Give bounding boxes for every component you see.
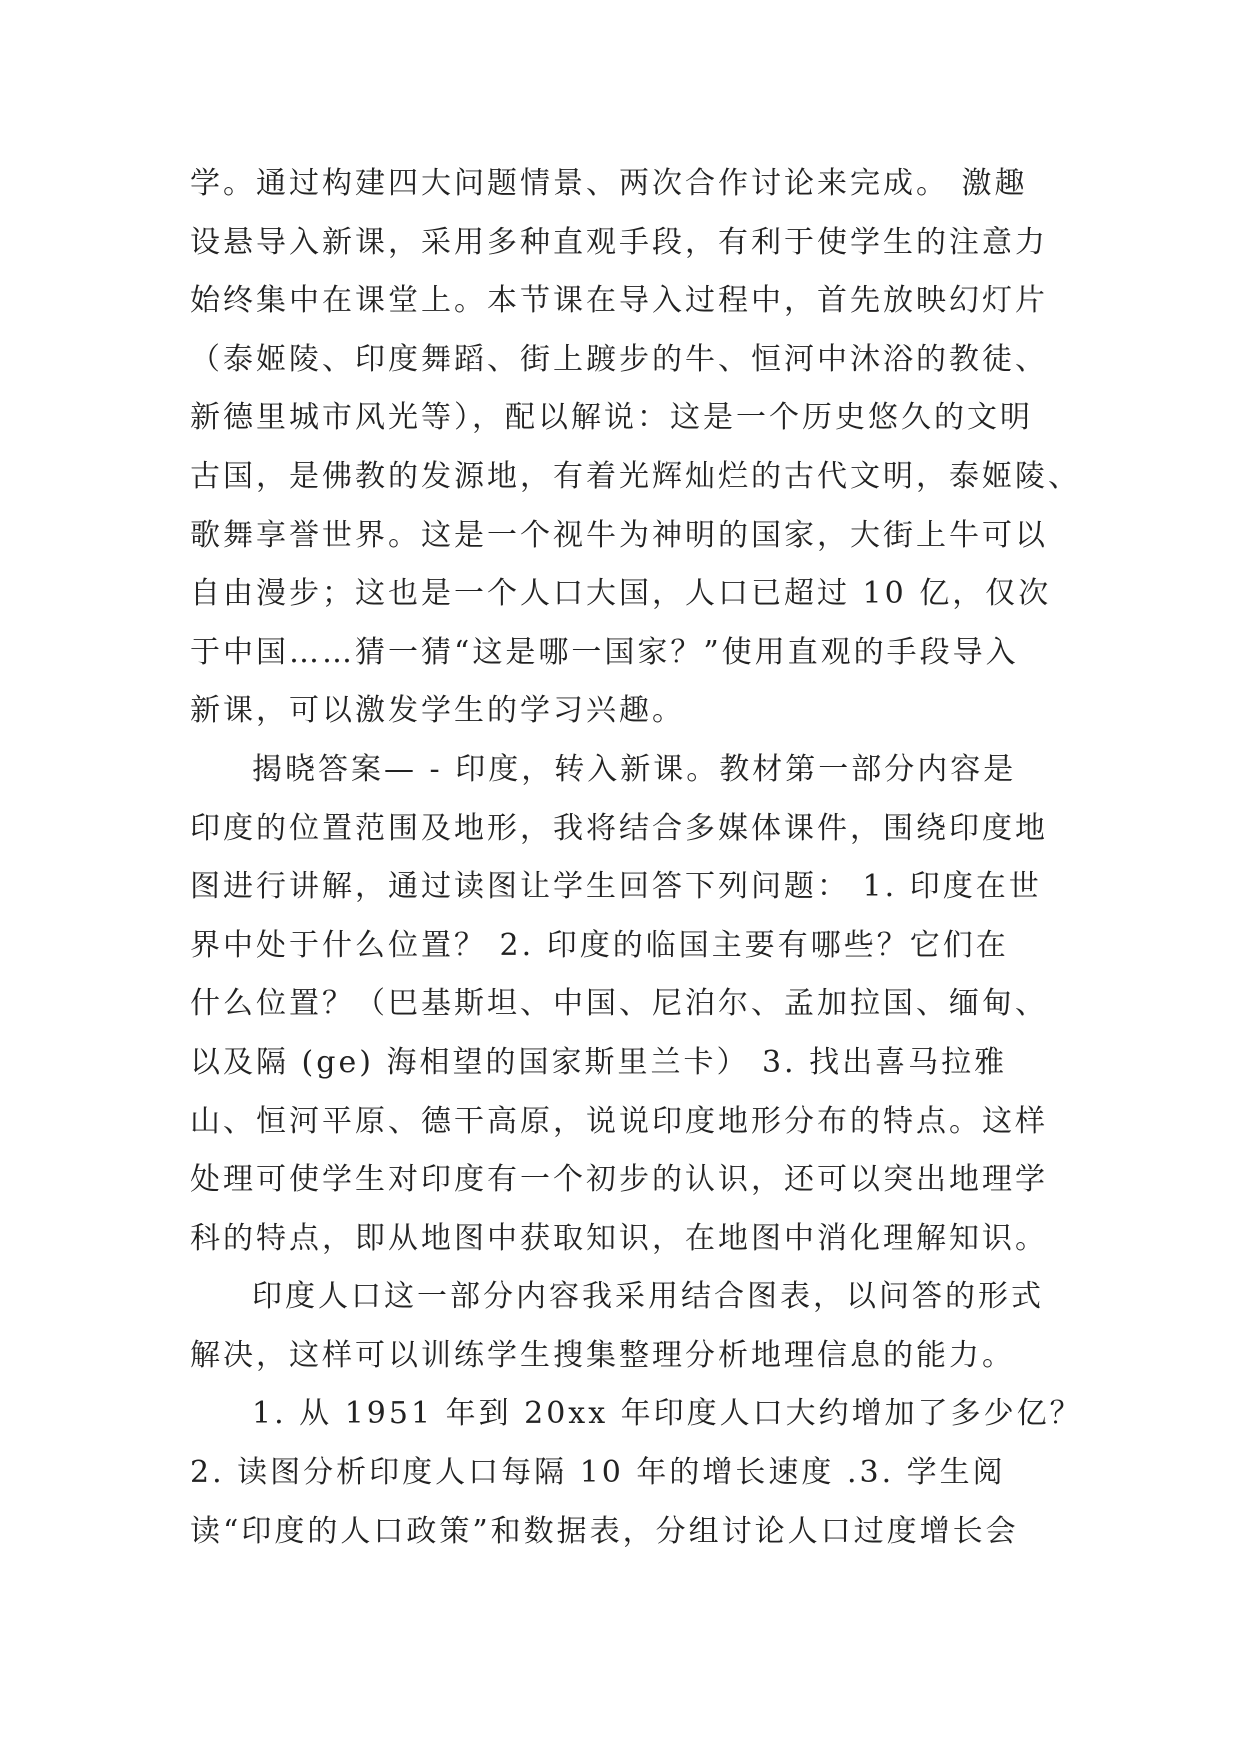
text-line: 以及隔 (ge) 海相望的国家斯里兰卡） 3. 找出喜马拉雅 <box>190 1044 1008 1080</box>
text-line: 处理可使学生对印度有一个初步的认识，还可以突出地理学 <box>190 1162 1048 1198</box>
text-line: 歌舞享誉世界。这是一个视牛为神明的国家，大街上牛可以 <box>190 517 1048 553</box>
text-line: 山、恒河平原、德干高原，说说印度地形分布的特点。这样 <box>190 1103 1048 1139</box>
text-line: 读“印度的人口政策”和数据表，分组讨论人口过度增长会 <box>190 1513 1019 1549</box>
text-line: 解决，这样可以训练学生搜集整理分析地理信息的能力。 <box>190 1337 1015 1373</box>
text-line: 印度的位置范围及地形，我将结合多媒体课件，围绕印度地 <box>190 810 1048 846</box>
text-line: 于中国……猜一猜“这是哪一国家？”使用直观的手段导入 <box>190 634 1019 670</box>
text-line: 自由漫步；这也是一个人口大国，人口已超过 10 亿，仅次 <box>190 576 1052 612</box>
text-line: 什么位置？（巴基斯坦、中国、尼泊尔、孟加拉国、缅甸、 <box>190 986 1048 1022</box>
text-line: 设悬导入新课，采用多种直观手段，有利于使学生的注意力 <box>190 224 1048 260</box>
text-line: 科的特点，即从地图中获取知识，在地图中消化理解知识。 <box>190 1220 1048 1256</box>
document-body <box>190 155 1083 1561</box>
text-line: 古国，是佛教的发源地，有着光辉灿烂的古代文明，泰姬陵、 <box>190 458 1081 494</box>
text-line: （泰姬陵、印度舞蹈、街上踱步的牛、恒河中沐浴的教徒、 <box>190 341 1048 377</box>
text-line: 界中处于什么位置？ 2. 印度的临国主要有哪些？它们在 <box>190 927 1009 963</box>
text-line: 新德里城市风光等），配以解说：这是一个历史悠久的文明 <box>190 400 1033 436</box>
text-line: 学。通过构建四大问题情景、两次合作讨论来完成。 激趣 <box>190 166 1028 201</box>
text-line: 新课，可以激发学生的学习兴趣。 <box>190 693 685 729</box>
paragraph-first-line: 印度人口这一部分内容我采用结合图表，以问答的形式 <box>252 1279 1044 1315</box>
text-line: 始终集中在课堂上。本节课在导入过程中，首先放映幻灯片 <box>190 283 1048 319</box>
paragraph-first-line: 1. 从 1951 年到 20xx 年印度人口大约增加了多少亿？ <box>252 1396 1083 1432</box>
text-line: 2. 读图分析印度人口每隔 10 年的增长速度 .3. 学生阅 <box>190 1455 1006 1491</box>
paragraph-first-line: 揭晓答案— - 印度，转入新课。教材第一部分内容是 <box>252 751 1017 787</box>
text-line: 图进行讲解，通过读图让学生回答下列问题： 1. 印度在世 <box>190 869 1042 905</box>
